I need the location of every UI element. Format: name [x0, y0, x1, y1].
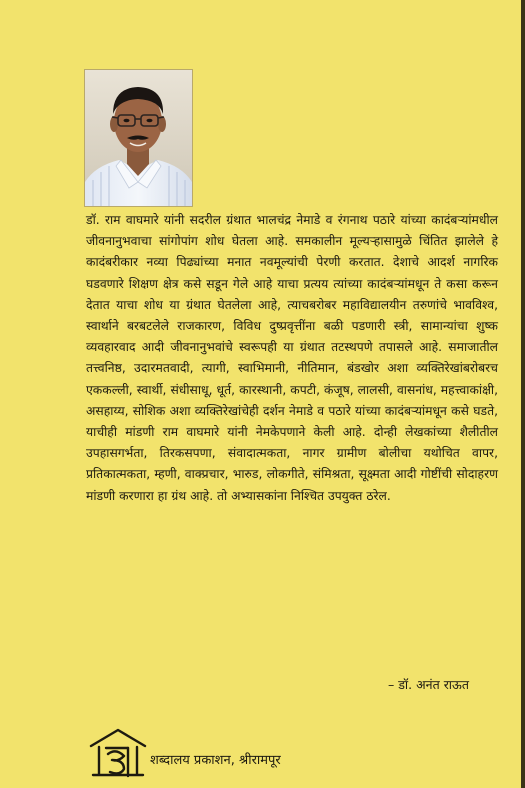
spine-edge [521, 0, 525, 788]
blurb-author-signature: – डॉ. अनंत राऊत [388, 677, 469, 692]
publisher-name: शब्दालय प्रकाशन, श्रीरामपूर [150, 753, 281, 768]
publisher-logo [88, 726, 148, 782]
blurb-text: डॉ. राम वाघमारे यांनी सदरील ग्रंथात भालचंद्र नेमाडे व रंगनाथ पठारे यांच्या कादंबऱ्यांमधील जीवनानुभवाचा सांगोपांग शोध घेतला आहे. समकालीन मूल्यऱ्हासामुळे चिंतित झालेले हे कादंबरीकार नव्या पिढ्यांच्या मनात नवमूल्यांची पेरणी करतात. देशाचे आदर्श नागरिक घडवणारे शिक्षण क्षेत्र कसे सडून गेले आहे याचा प्रत्यय त्यांच्या कादंबऱ्यांमधून ते कसा करून देतात याचा शोध या ग्रंथात घेतलेला आहे, त्याचबरोबर महाविद्यालयीन तरुणांचे भावविश्व, स्वार्थाने बरबटलेले राजकारण, विविध दुष्प्रवृत्तींना बळी पडणारी स्त्री, सामान्यांचा शुष्क व्यवहारवाद आदी जीवनानुभवांचे स्वरूपही या ग्रंथात तटस्थपणे तपासले आहे. समाजातील तत्त्वनिष्ठ, उदारमतवादी, त्यागी, स्वाभिमानी, नीतिमान, बंडखोर अशा व्यक्तिरेखांबरोबरच एककल्ली, स्वार्थी, संधीसाधू, धूर्त, कारस्थानी, कपटी, कंजूष, लालसी, वासनांध, महत्त्वाकांक्षी, असहाय्य, सोशिक अशा व्यक्तिरेखांचेही दर्शन नेमाडे व पठारे यांच्या कादंबऱ्यांमधून कसे घडते, याचीही मांडणी राम वाघमारे यांनी नेमकेपणाने केली आहे. दोन्ही लेखकांच्या शैलीतील उपहासगर्भता, तिरकसपणा, संवादात्मकता, नागर ग्रामीण बोलीचा यथोचित वापर, प्रतिकात्मकता, म्हणी, वाक्प्रचार, भारुड, लोकगीते, संमिश्रता, सूक्ष्मता आदी गोष्टींची सोदाहरण मांडणी करणारा हा ग्रंथ आहे. तो अभ्यासकांना निश्चित उपयुक्त ठरेल. [86, 213, 498, 503]
author-portrait [84, 69, 193, 207]
author-portrait-photo [85, 70, 192, 206]
publisher-logo-icon [88, 726, 148, 782]
